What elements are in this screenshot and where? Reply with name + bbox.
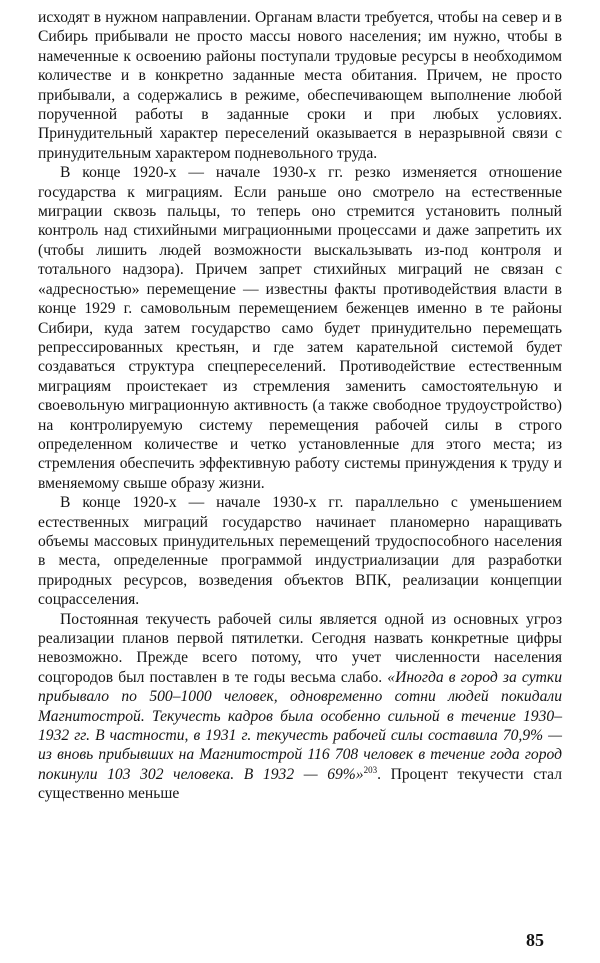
page-number: 85 [526, 930, 544, 950]
paragraph-2: В конце 1920-х — начале 1930-х гг. резко изменяется отношение государства к миграциям. Если раньше оно смотрело на естественные миграции сквозь пальцы, то теперь оно стремится установить полный контроль над стихийными миграционными процессами и даже запретить их (чтобы лишить людей возможности выскальзывать из-под контроля и тотального надзора). Причем запрет стихийных миграций не связан с «адресностью» перемещение — известны факты противодействия власти в конце 1929 г. самовольным перемещением беженцев именно в те районы Сибири, куда затем государство само будет принудительно перемещать репрессированных крестьян, и где затем карательной системой будет создаваться структура спецпереселений. Противодействие естественным миграциям проистекает из стремления заменить самостоятельную и своевольную миграционную активность (а также свободное трудоустройство) на контролируемую систему перемещения рабочей силы в строго определенном количестве и четко установленные для этого места; из стремления обеспечить эффективную работу системы принуждения к труду и вменяемому свыше образу жизни. [38, 164, 562, 492]
paragraph-4-text: Постоянная текучесть рабочей силы является одной из основных угроз реализации планов первой пятилетки. Сегодня назвать конкретные цифры невозможно. Прежде всего потому, что учет численности населения соцгородов был поставлен в те годы весьма слабо. [38, 610, 562, 686]
paragraph-1: исходят в нужном направлении. Органам власти требуется, чтобы на север и в Сибирь прибывали не просто массы нового населения; им нужно, чтобы в намеченные к освоению районы поступали трудовые ресурсы в необходимом количестве и в конкретно заданные места обитания. Причем, не просто прибывали, а содержались в режиме, обеспечивающем выполнение любой порученной работы в заданные сроки и при любых условиях. Принудительный характер переселений оказывается в неразрывной связи с принудительным характером подневольного труда. [38, 9, 562, 162]
paragraph-3: В конце 1920-х — начале 1930-х гг. параллельно с уменьшением естественных миграций государство начинает планомерно наращивать объемы массовых принудительных перемещений трудоспособного населения в места, определенные программой индустриализации для разработки природных ресурсов, возведения объектов ВПК, реализации концепции соцрасселения. [38, 494, 562, 609]
quotation: «Иногда в город за сутки прибывало по 500–1000 человек, одновременно сотни людей покидали Магнитострой. Текучесть кадров была особенно сильной в течение 1930–1932 гг. В частности, в 1931 г. текучесть рабочей силы составила 70,9% — из вновь прибывших на Магнитострой 116 708 человек в течение года город покинули 103 302 человека. В 1932 — 69%» [38, 668, 562, 783]
footnote-reference: 203 [363, 764, 378, 775]
paragraph-4 [38, 610, 562, 804]
paragraph-4-continuation: . Процент текучести стал существенно меньше [38, 765, 562, 803]
document-page [38, 8, 562, 804]
